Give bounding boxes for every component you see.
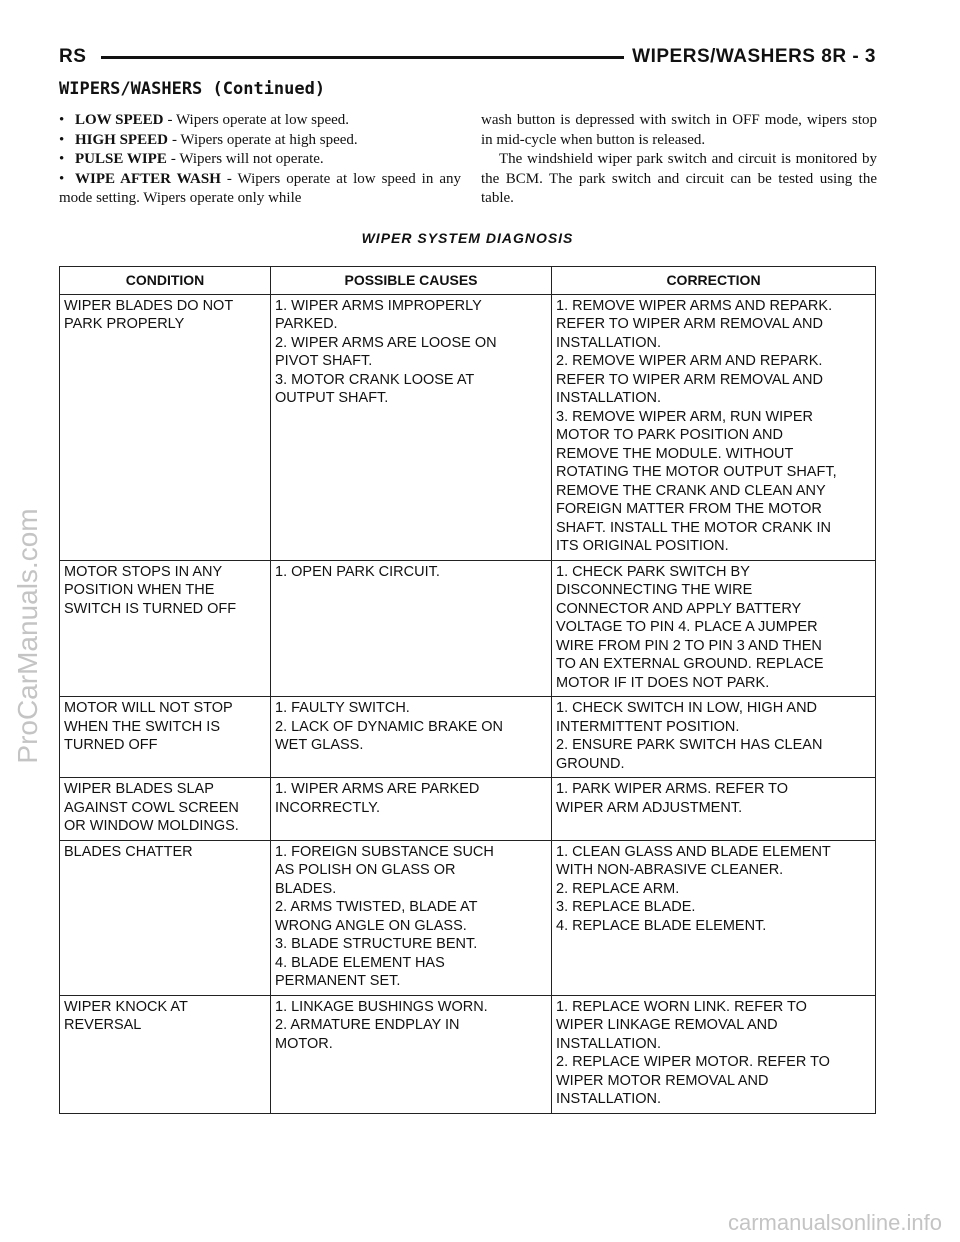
cell-line: 1. REPLACE WORN LINK. REFER TO <box>556 998 807 1015</box>
cell-line: REMOVE THE MODULE. WITHOUT <box>556 445 794 462</box>
cell-line: 3. BLADE STRUCTURE BENT. <box>275 936 478 952</box>
causes-cell <box>271 840 552 995</box>
cell-line: MOTOR WILL NOT STOP <box>64 700 233 716</box>
table-body <box>60 294 876 1113</box>
cell-line: BLADES. <box>275 880 337 897</box>
table-row <box>60 560 876 697</box>
header-rule <box>101 56 624 59</box>
cell-line: WET GLASS. <box>275 737 364 753</box>
cell-line: REFER TO WIPER ARM REMOVAL AND <box>556 316 823 332</box>
cell-line: 4. BLADE ELEMENT HAS <box>275 954 445 971</box>
cell-line: 1. REMOVE WIPER ARMS AND REPARK. <box>556 297 833 314</box>
cell-line: WRONG ANGLE ON GLASS. <box>275 917 467 934</box>
cell-line: TO AN EXTERNAL GROUND. REPLACE <box>556 656 824 672</box>
header-causes: POSSIBLE CAUSES <box>271 267 552 295</box>
bullet-item <box>59 170 461 209</box>
bullet-text: - Wipers operate at low speed in any mode setting. Wipers operate only while <box>59 170 461 206</box>
page-header <box>59 46 876 72</box>
table-title: WIPER SYSTEM DIAGNOSIS <box>361 230 574 246</box>
diagnosis-table <box>59 266 876 1114</box>
cell-line: 1. CHECK PARK SWITCH BY <box>556 563 750 580</box>
cell-line: REMOVE THE CRANK AND CLEAN ANY <box>556 482 826 499</box>
bullet-item <box>59 131 461 151</box>
cell-line: TURNED OFF <box>64 737 158 753</box>
cell-line: INSTALLATION. <box>556 390 662 406</box>
bullet-icon: • <box>59 131 65 148</box>
cell-line: PARK PROPERLY <box>64 316 185 332</box>
correction-cell <box>552 697 876 778</box>
paragraph-continued: wash button is depressed with switch in OFF mode, wipers stop in mid-cycle when button is released. <box>481 112 877 148</box>
cell-line: 1. CHECK SWITCH IN LOW, HIGH AND <box>556 700 818 716</box>
left-column <box>59 111 461 209</box>
cell-line: 1. LINKAGE BUSHINGS WORN. <box>275 998 488 1015</box>
condition-cell <box>60 560 271 697</box>
cell-line: OR WINDOW MOLDINGS. <box>64 818 239 834</box>
correction-cell <box>552 840 876 995</box>
cell-line: INSTALLATION. <box>556 1091 662 1107</box>
cell-line: REVERSAL <box>64 1017 142 1033</box>
table-row <box>60 697 876 778</box>
condition-cell <box>60 294 271 560</box>
table-row <box>60 840 876 995</box>
cell-line: OUTPUT SHAFT. <box>275 390 389 406</box>
cell-line: ITS ORIGINAL POSITION. <box>556 538 729 554</box>
cell-line: INSTALLATION. <box>556 334 662 351</box>
cell-line: SHAFT. INSTALL THE MOTOR CRANK IN <box>556 519 832 536</box>
cell-line: 2. LACK OF DYNAMIC BRAKE ON <box>275 718 504 735</box>
cell-line: PIVOT SHAFT. <box>275 353 373 369</box>
cell-line: 2. REMOVE WIPER ARM AND REPARK. <box>556 353 823 369</box>
cell-line: WHEN THE SWITCH IS <box>64 718 221 735</box>
cell-line: 1. FOREIGN SUBSTANCE SUCH <box>275 843 494 860</box>
causes-cell <box>271 697 552 778</box>
bullet-term: HIGH SPEED <box>75 131 168 148</box>
cell-line: 2. REPLACE ARM. <box>556 880 680 897</box>
cell-line: WIPER ARM ADJUSTMENT. <box>556 799 743 816</box>
cell-line: CONNECTOR AND APPLY BATTERY <box>556 600 802 617</box>
bullet-term: WIPE AFTER WASH <box>75 170 221 187</box>
cell-line: ROTATING THE MOTOR OUTPUT SHAFT, <box>556 464 837 480</box>
cell-line: 2. WIPER ARMS ARE LOOSE ON <box>275 334 497 351</box>
bullet-text: - Wipers will not operate. <box>170 151 324 167</box>
cell-line: 1. OPEN PARK CIRCUIT. <box>275 563 440 580</box>
cell-line: 4. REPLACE BLADE ELEMENT. <box>556 917 767 934</box>
bullet-term: PULSE WIPE <box>75 151 167 167</box>
section-title: WIPERS/WASHERS (Continued) <box>59 79 326 99</box>
correction-cell <box>552 560 876 697</box>
bullet-item <box>59 111 461 131</box>
causes-cell <box>271 560 552 697</box>
cell-line: 3. REMOVE WIPER ARM, RUN WIPER <box>556 408 813 425</box>
cell-line: 1. WIPER ARMS ARE PARKED <box>275 781 480 797</box>
cell-line: SWITCH IS TURNED OFF <box>64 600 237 617</box>
header-right: WIPERS/WASHERS 8R - 3 <box>632 46 876 67</box>
correction-cell <box>552 995 876 1113</box>
cell-line: WIRE FROM PIN 2 TO PIN 3 AND THEN <box>556 637 822 654</box>
correction-cell <box>552 778 876 841</box>
cell-line: MOTOR TO PARK POSITION AND <box>556 427 783 443</box>
cell-line: MOTOR IF IT DOES NOT PARK. <box>556 674 770 691</box>
condition-cell <box>60 697 271 778</box>
cell-line: 1. FAULTY SWITCH. <box>275 700 410 716</box>
bottom-watermark: carmanualsonline.info <box>727 1210 942 1235</box>
causes-cell <box>271 294 552 560</box>
cell-line: 1. CLEAN GLASS AND BLADE ELEMENT <box>556 843 831 860</box>
bullet-item <box>59 150 461 170</box>
cell-line: PARKED. <box>275 316 338 332</box>
side-watermark-text: ProCarManuals.com <box>12 508 43 764</box>
cell-line: 2. ARMATURE ENDPLAY IN <box>275 1017 460 1033</box>
bullet-text: - Wipers operate at low speed. <box>167 112 350 128</box>
cell-line: 2. ENSURE PARK SWITCH HAS CLEAN <box>556 737 823 753</box>
cell-line: MOTOR STOPS IN ANY <box>64 563 223 580</box>
bullet-icon: • <box>59 170 65 187</box>
paragraph-park-switch: The windshield wiper park switch and circuit is monitored by the BCM. The park switch and circuit can be tested using the table. <box>481 151 877 206</box>
correction-cell <box>552 294 876 560</box>
condition-cell <box>60 778 271 841</box>
cell-line: DISCONNECTING THE WIRE <box>556 582 753 598</box>
cell-line: MOTOR. <box>275 1035 333 1052</box>
right-column <box>481 111 877 209</box>
cell-line: 3. MOTOR CRANK LOOSE AT <box>275 371 475 388</box>
cell-line: AGAINST COWL SCREEN <box>64 799 239 816</box>
cell-line: PERMANENT SET. <box>275 973 401 989</box>
table-row <box>60 995 876 1113</box>
cell-line: 1. WIPER ARMS IMPROPERLY <box>275 297 482 314</box>
cell-line: 2. ARMS TWISTED, BLADE AT <box>275 899 478 915</box>
cell-line: INTERMITTENT POSITION. <box>556 718 740 735</box>
cell-line: 1. PARK WIPER ARMS. REFER TO <box>556 781 789 797</box>
condition-cell <box>60 995 271 1113</box>
cell-line: WIPER LINKAGE REMOVAL AND <box>556 1017 778 1033</box>
header-condition: CONDITION <box>60 267 271 295</box>
cell-line: REFER TO WIPER ARM REMOVAL AND <box>556 371 823 388</box>
bullet-icon: • <box>59 151 65 167</box>
cell-line: 3. REPLACE BLADE. <box>556 899 696 915</box>
causes-cell <box>271 778 552 841</box>
table-row <box>60 778 876 841</box>
condition-cell <box>60 840 271 995</box>
header-correction: CORRECTION <box>552 267 876 295</box>
cell-line: BLADES CHATTER <box>64 843 193 860</box>
cell-line: GROUND. <box>556 755 625 772</box>
cell-line: WIPER BLADES SLAP <box>64 781 214 797</box>
cell-line: AS POLISH ON GLASS OR <box>275 862 456 878</box>
cell-line: INCORRECTLY. <box>275 799 381 816</box>
table-header-row <box>60 267 876 295</box>
cell-line: INSTALLATION. <box>556 1035 662 1052</box>
bullet-text: - Wipers operate at high speed. <box>171 131 358 148</box>
cell-line: WITH NON-ABRASIVE CLEANER. <box>556 862 784 878</box>
causes-cell <box>271 995 552 1113</box>
cell-line: 2. REPLACE WIPER MOTOR. REFER TO <box>556 1054 830 1070</box>
table-row <box>60 294 876 560</box>
cell-line: WIPER MOTOR REMOVAL AND <box>556 1072 769 1089</box>
bullet-term: LOW SPEED <box>75 112 164 128</box>
bullet-icon: • <box>59 112 65 128</box>
cell-line: FOREIGN MATTER FROM THE MOTOR <box>556 501 822 517</box>
cell-line: POSITION WHEN THE <box>64 582 215 598</box>
cell-line: WIPER KNOCK AT <box>64 998 188 1015</box>
cell-line: VOLTAGE TO PIN 4. PLACE A JUMPER <box>556 619 818 635</box>
side-watermark <box>8 420 48 820</box>
header-left: RS <box>59 46 87 67</box>
cell-line: WIPER BLADES DO NOT <box>64 297 234 314</box>
